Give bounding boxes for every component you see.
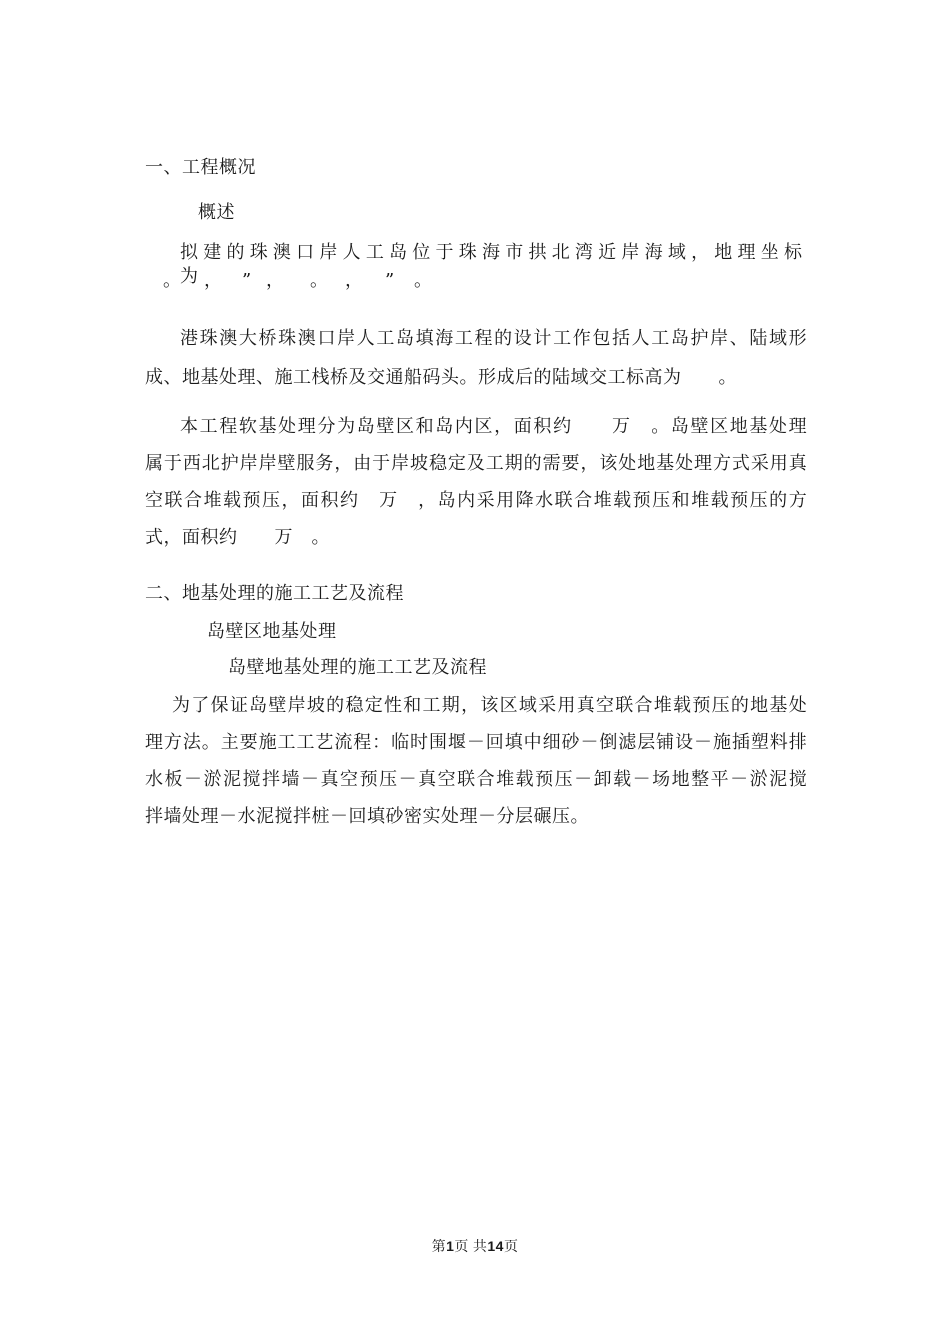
coord-mark: 。	[163, 270, 182, 291]
section-1-subheading: 概述	[198, 202, 235, 223]
paragraph-1-coordinates	[0, 269, 950, 293]
footer-suffix: 页	[503, 1240, 519, 1255]
paragraph-3-line-1: 本工程软基处理分为岛壁区和岛内区，面积约 万 。岛壁区地基处理	[180, 416, 807, 437]
paragraph-3-line-4: 式，面积约 万 。	[145, 527, 330, 548]
paragraph-4-line-3: 水板－淤泥搅拌墙－真空预压－真空联合堆载预压－卸载－场地整平－淤泥搅	[145, 769, 807, 790]
coord-mark: 。	[310, 270, 329, 291]
coord-mark: ，	[204, 270, 223, 291]
paragraph-4-line-4: 拌墙处理－水泥搅拌桩－回填砂密实处理－分层碾压。	[145, 806, 589, 827]
paragraph-2-line-1: 港珠澳大桥珠澳口岸人工岛填海工程的设计工作包括人工岛护岸、陆域形	[180, 328, 807, 349]
section-2-subheading: 岛壁区地基处理	[207, 621, 337, 642]
footer-total-pages: 14	[487, 1238, 504, 1254]
coord-mark: ”	[385, 270, 395, 291]
section-2-subsubheading: 岛壁地基处理的施工工艺及流程	[228, 657, 487, 678]
section-2-heading: 二、地基处理的施工工艺及流程	[145, 583, 404, 604]
paragraph-4-line-1: 为了保证岛壁岸坡的稳定性和工期，该区域采用真空联合堆载预压的地基处	[172, 695, 807, 716]
coord-mark: ”	[242, 270, 252, 291]
coord-mark: 。	[414, 270, 433, 291]
paragraph-3-line-3: 空联合堆载预压，面积约 万 ，岛内采用降水联合堆载预压和堆载预压的方	[145, 490, 807, 511]
footer-mid: 页 共	[454, 1240, 488, 1255]
footer-prefix: 第	[431, 1240, 447, 1255]
coord-mark: ，	[266, 270, 285, 291]
paragraph-3-line-2: 属于西北护岸岸壁服务，由于岸坡稳定及工期的需要，该处地基处理方式采用真	[145, 453, 807, 474]
page-footer	[0, 1236, 950, 1256]
section-1-heading: 一、工程概况	[145, 157, 256, 178]
paragraph-2-line-2: 成、地基处理、施工栈桥及交通船码头。形成后的陆域交工标高为 。	[145, 367, 737, 388]
footer-page-number: 1	[446, 1238, 455, 1254]
coord-mark: ，	[345, 270, 364, 291]
paragraph-1-line-1: 拟建的珠澳口岸人工岛位于珠海市拱北湾近岸海域，地理坐标为	[180, 242, 807, 287]
paragraph-4-line-2: 理方法。主要施工工艺流程：临时围堰－回填中细砂－倒滤层铺设－施插塑料排	[145, 732, 807, 753]
